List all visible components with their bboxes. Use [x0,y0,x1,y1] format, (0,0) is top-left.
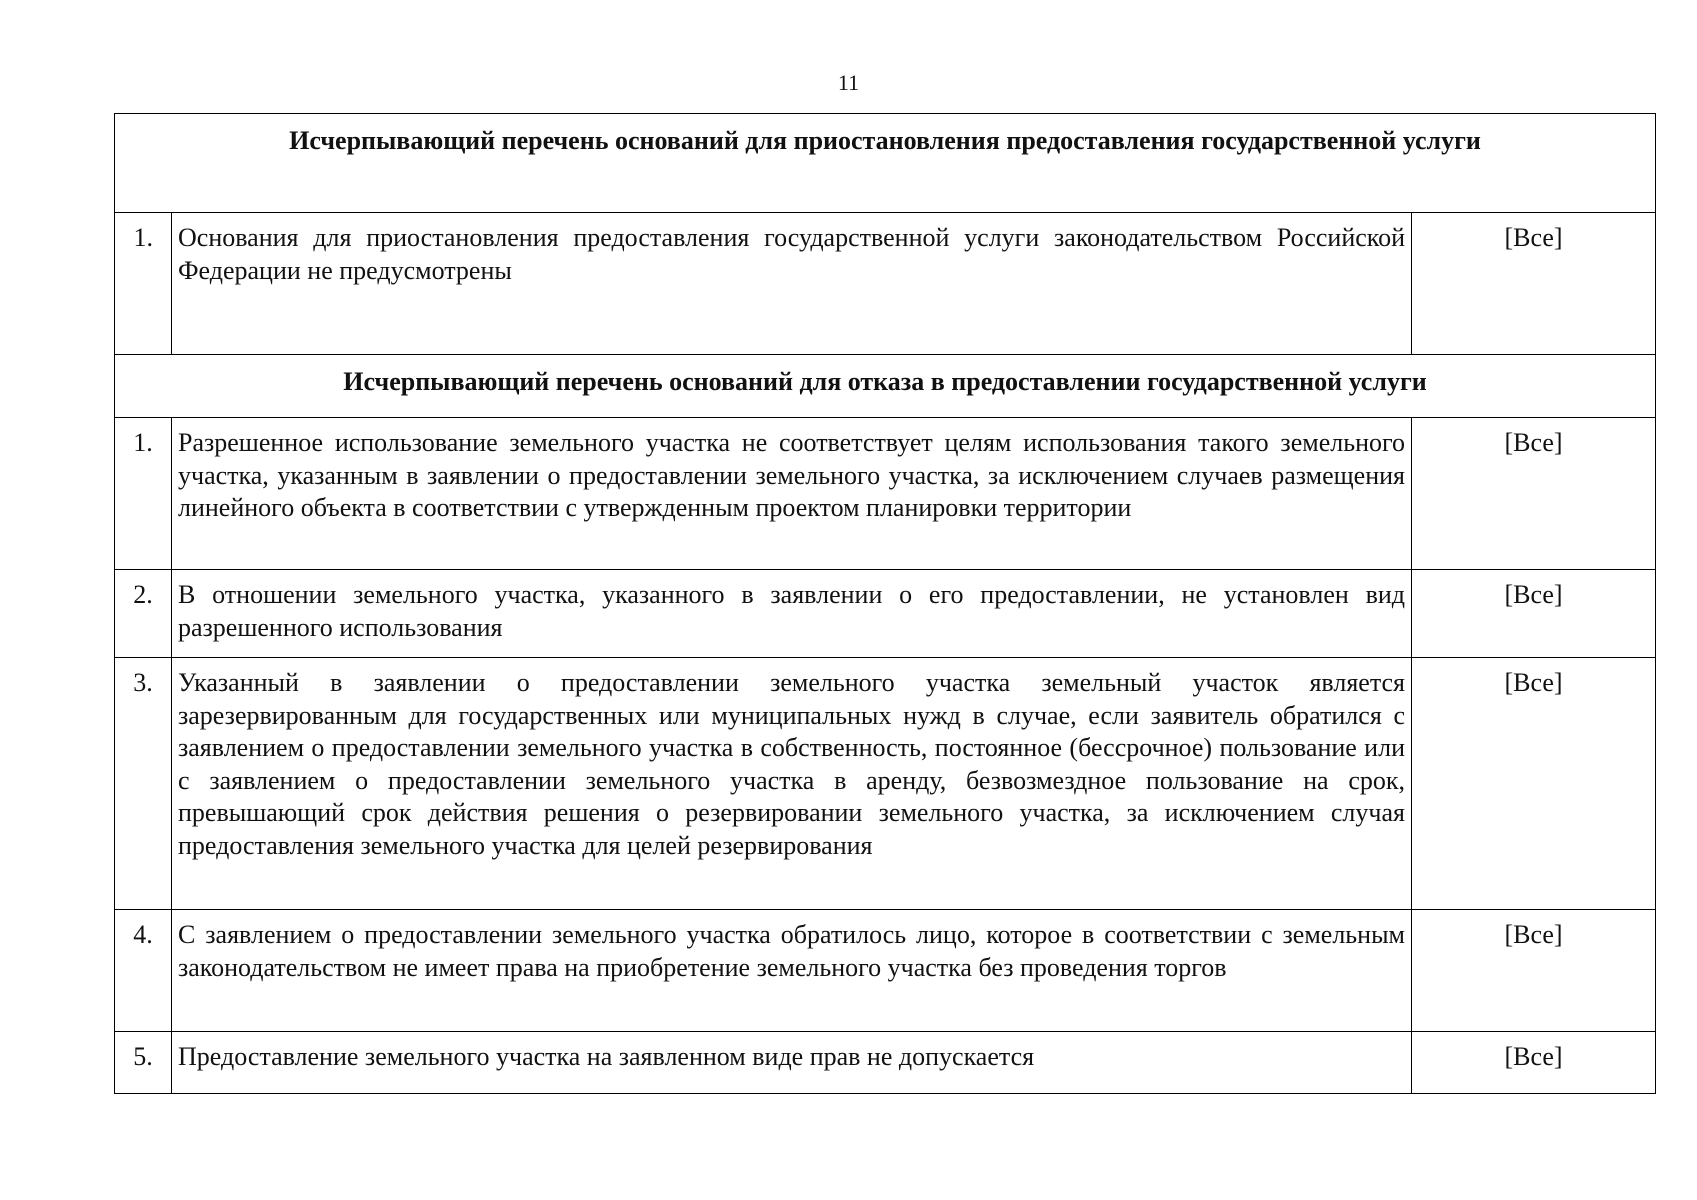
table-row [115,1032,1656,1094]
item-number: 5. [115,1032,172,1094]
table-row [115,213,1656,355]
table-row [115,418,1656,570]
item-scope: [Все] [1412,418,1656,570]
item-number: 4. [115,910,172,1032]
item-scope: [Все] [1412,570,1656,658]
refusal-heading-row [115,355,1656,418]
item-text: Предоставление земельного участка на заявленном виде прав не допускается [172,1032,1412,1094]
item-text: Разрешенное использование земельного участка не соответствует целям использования такого земельного участка, указанным в заявлении о предоставлении земельного участка, за исключением случаев размещения линейного объекта в соответствии с утвержденным проектом планировки территории [172,418,1412,570]
item-scope: [Все] [1412,213,1656,355]
item-text: В отношении земельного участка, указанного в заявлении о его предоставлении, не установлен вид разрешенного использования [172,570,1412,658]
item-text: С заявлением о предоставлении земельного участка обратилось лицо, которое в соответствии с земельным законодательством не имеет права на приобретение земельного участка без проведения торгов [172,910,1412,1032]
item-scope: [Все] [1412,658,1656,910]
suspension-heading-row [115,114,1656,213]
item-text: Указанный в заявлении о предоставлении земельного участка земельный участок является зарезервированным для государственных или муниципальных нужд в случае, если заявитель обратился с заявлением о предоставлении земельного участка в собственность, постоянное (бессрочное) пользование или с заявлением о предоставлении земельного участка в аренду, безвозмездное пользование на срок, превышающий срок действия решения о резервировании земельного участка, за исключением случая предоставления земельного участка для целей резервирования [172,658,1412,910]
section-heading: Исчерпывающий перечень оснований для отказа в предоставлении государственной услуги [115,355,1656,418]
item-number: 1. [115,213,172,355]
item-number: 3. [115,658,172,910]
item-number: 1. [115,418,172,570]
table-row [115,570,1656,658]
item-scope: [Все] [1412,910,1656,1032]
item-text: Основания для приостановления предоставления государственной услуги законодательством Российской Федерации не предусмотрены [172,213,1412,355]
page-number: 11 [837,70,860,95]
item-scope: [Все] [1412,1032,1656,1094]
table-row [115,658,1656,910]
table-row [115,910,1656,1032]
item-number: 2. [115,570,172,658]
section-heading: Исчерпывающий перечень оснований для приостановления предоставления государственной услуги [115,114,1656,213]
grounds-table [114,113,1656,1094]
